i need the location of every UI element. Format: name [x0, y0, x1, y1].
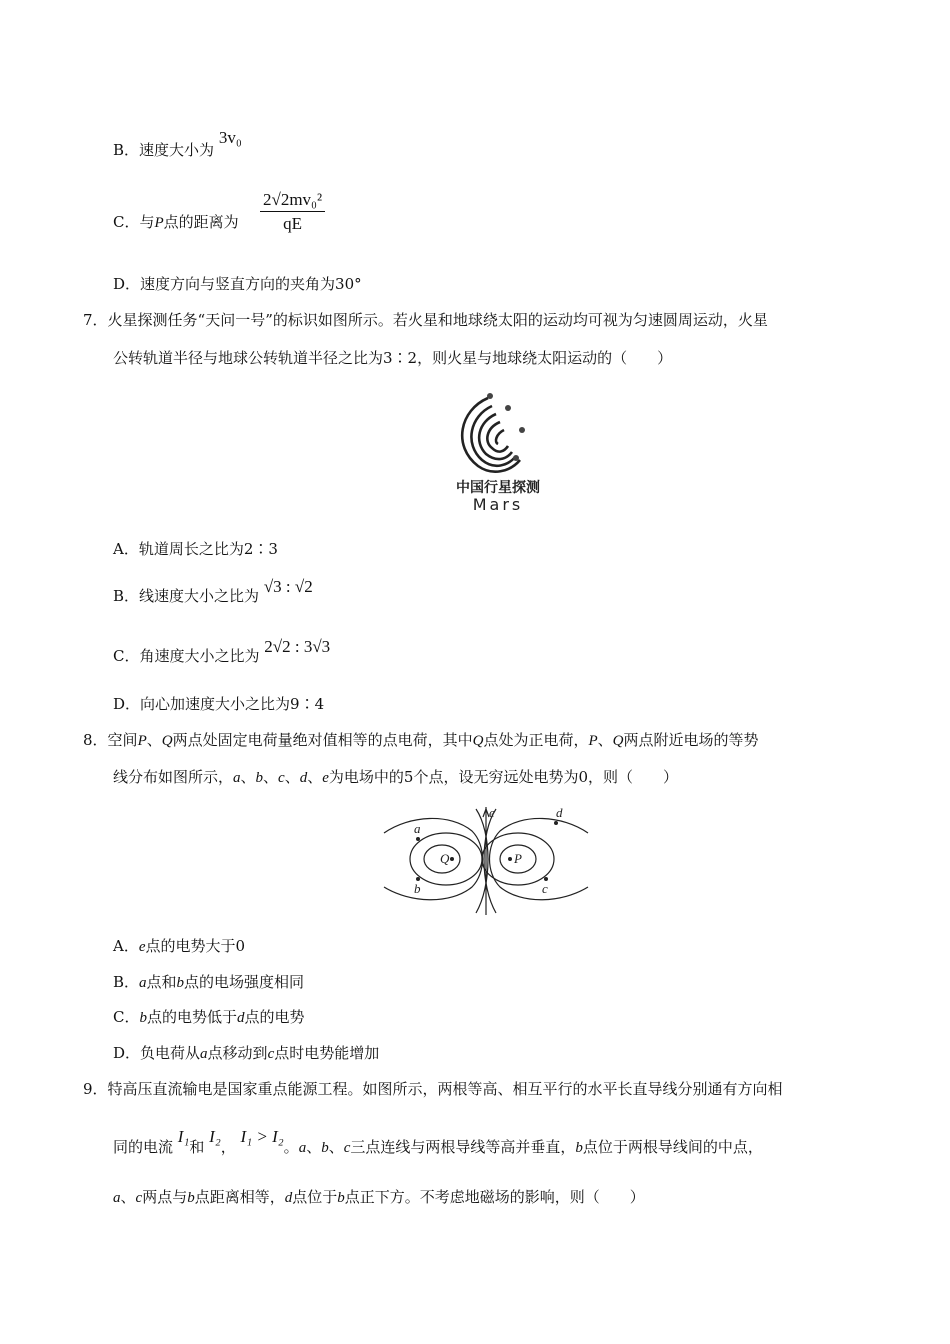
- q7-stem-line2: 公转轨道半径与地球公转轨道半径之比为3∶2，则火星与地球绕太阳运动的（ ）: [113, 349, 673, 367]
- tianwen-logo-figure: [438, 382, 558, 514]
- label-b: b: [414, 881, 421, 896]
- label-P: P: [514, 851, 522, 866]
- q7-option-b-math: √3 : √2: [263, 577, 313, 596]
- q8-option-c: C．b点的电势低于d点的电势: [113, 1008, 305, 1026]
- label-e: e: [489, 805, 495, 820]
- q8-option-b: B．a点和b点的电场强度相同: [113, 973, 305, 991]
- logo-text-en: Mars: [472, 495, 524, 514]
- logo-text-cn: 中国行星探测: [456, 480, 540, 496]
- q6-option-b: B．速度大小为 3v₀: [113, 128, 242, 159]
- q9-stem-line3: a、c两点与b点距离相等，d点位于b点正下方。不考虑地磁场的影响，则（ ）: [113, 1188, 645, 1206]
- label-Q: Q: [440, 851, 450, 866]
- q7-option-c-math: 2√2 : 3√3: [264, 637, 331, 656]
- q9-stem-line2: 同的电流 I₁和 I₂， I₁ > I₂。a、b、c三点连线与两根导线等高并垂直，b点位于两根导线间的中点，: [113, 1127, 763, 1156]
- q6-option-d: D．速度方向与竖直方向的夹角为30°: [113, 275, 362, 293]
- q8-option-d: D．负电荷从a点移动到c点时电势能增加: [113, 1044, 380, 1062]
- label-d: d: [556, 805, 563, 820]
- label-a: a: [414, 821, 421, 836]
- q6-option-b-math: 3v₀: [218, 128, 242, 147]
- q7-option-c: C．角速度大小之比为 2√2 : 3√3: [113, 637, 331, 665]
- q9-stem-line1: 9．特高压直流输电是国家重点能源工程。如图所示，两根等高、相互平行的水平长直导线分别通有方向相: [83, 1080, 783, 1098]
- q8-stem-line2: 线分布如图所示，a、b、c、d、e为电场中的5个点，设无穷远处电势为0，则（ ）: [113, 768, 679, 786]
- q6-option-c: C．与P点的距离为: [113, 213, 239, 231]
- label-c: c: [542, 881, 548, 896]
- q7-stem-line1: 7．火星探测任务“天问一号”的标识如图所示。若火星和地球绕太阳的运动均可视为匀速圆周运动，火星: [83, 311, 768, 329]
- q8-option-a: A．e点的电势大于0: [113, 937, 246, 955]
- q7-option-b: B．线速度大小之比为 √3 : √2: [113, 577, 313, 605]
- equipotential-figure: [380, 803, 592, 919]
- q7-option-d: D．向心加速度大小之比为9∶4: [113, 695, 325, 713]
- q8-stem-line1: 8．空间P、Q两点处固定电荷量绝对值相等的点电荷，其中Q点处为正电荷，P、Q两点附近电场的等势: [83, 731, 759, 749]
- q6-option-c-fraction: $\frac{\text{2√2mv₀²}}{qE}$: [260, 190, 325, 234]
- tianwen-logo-icon: [438, 382, 558, 514]
- q7-option-a: A．轨道周长之比为2∶3: [113, 540, 278, 558]
